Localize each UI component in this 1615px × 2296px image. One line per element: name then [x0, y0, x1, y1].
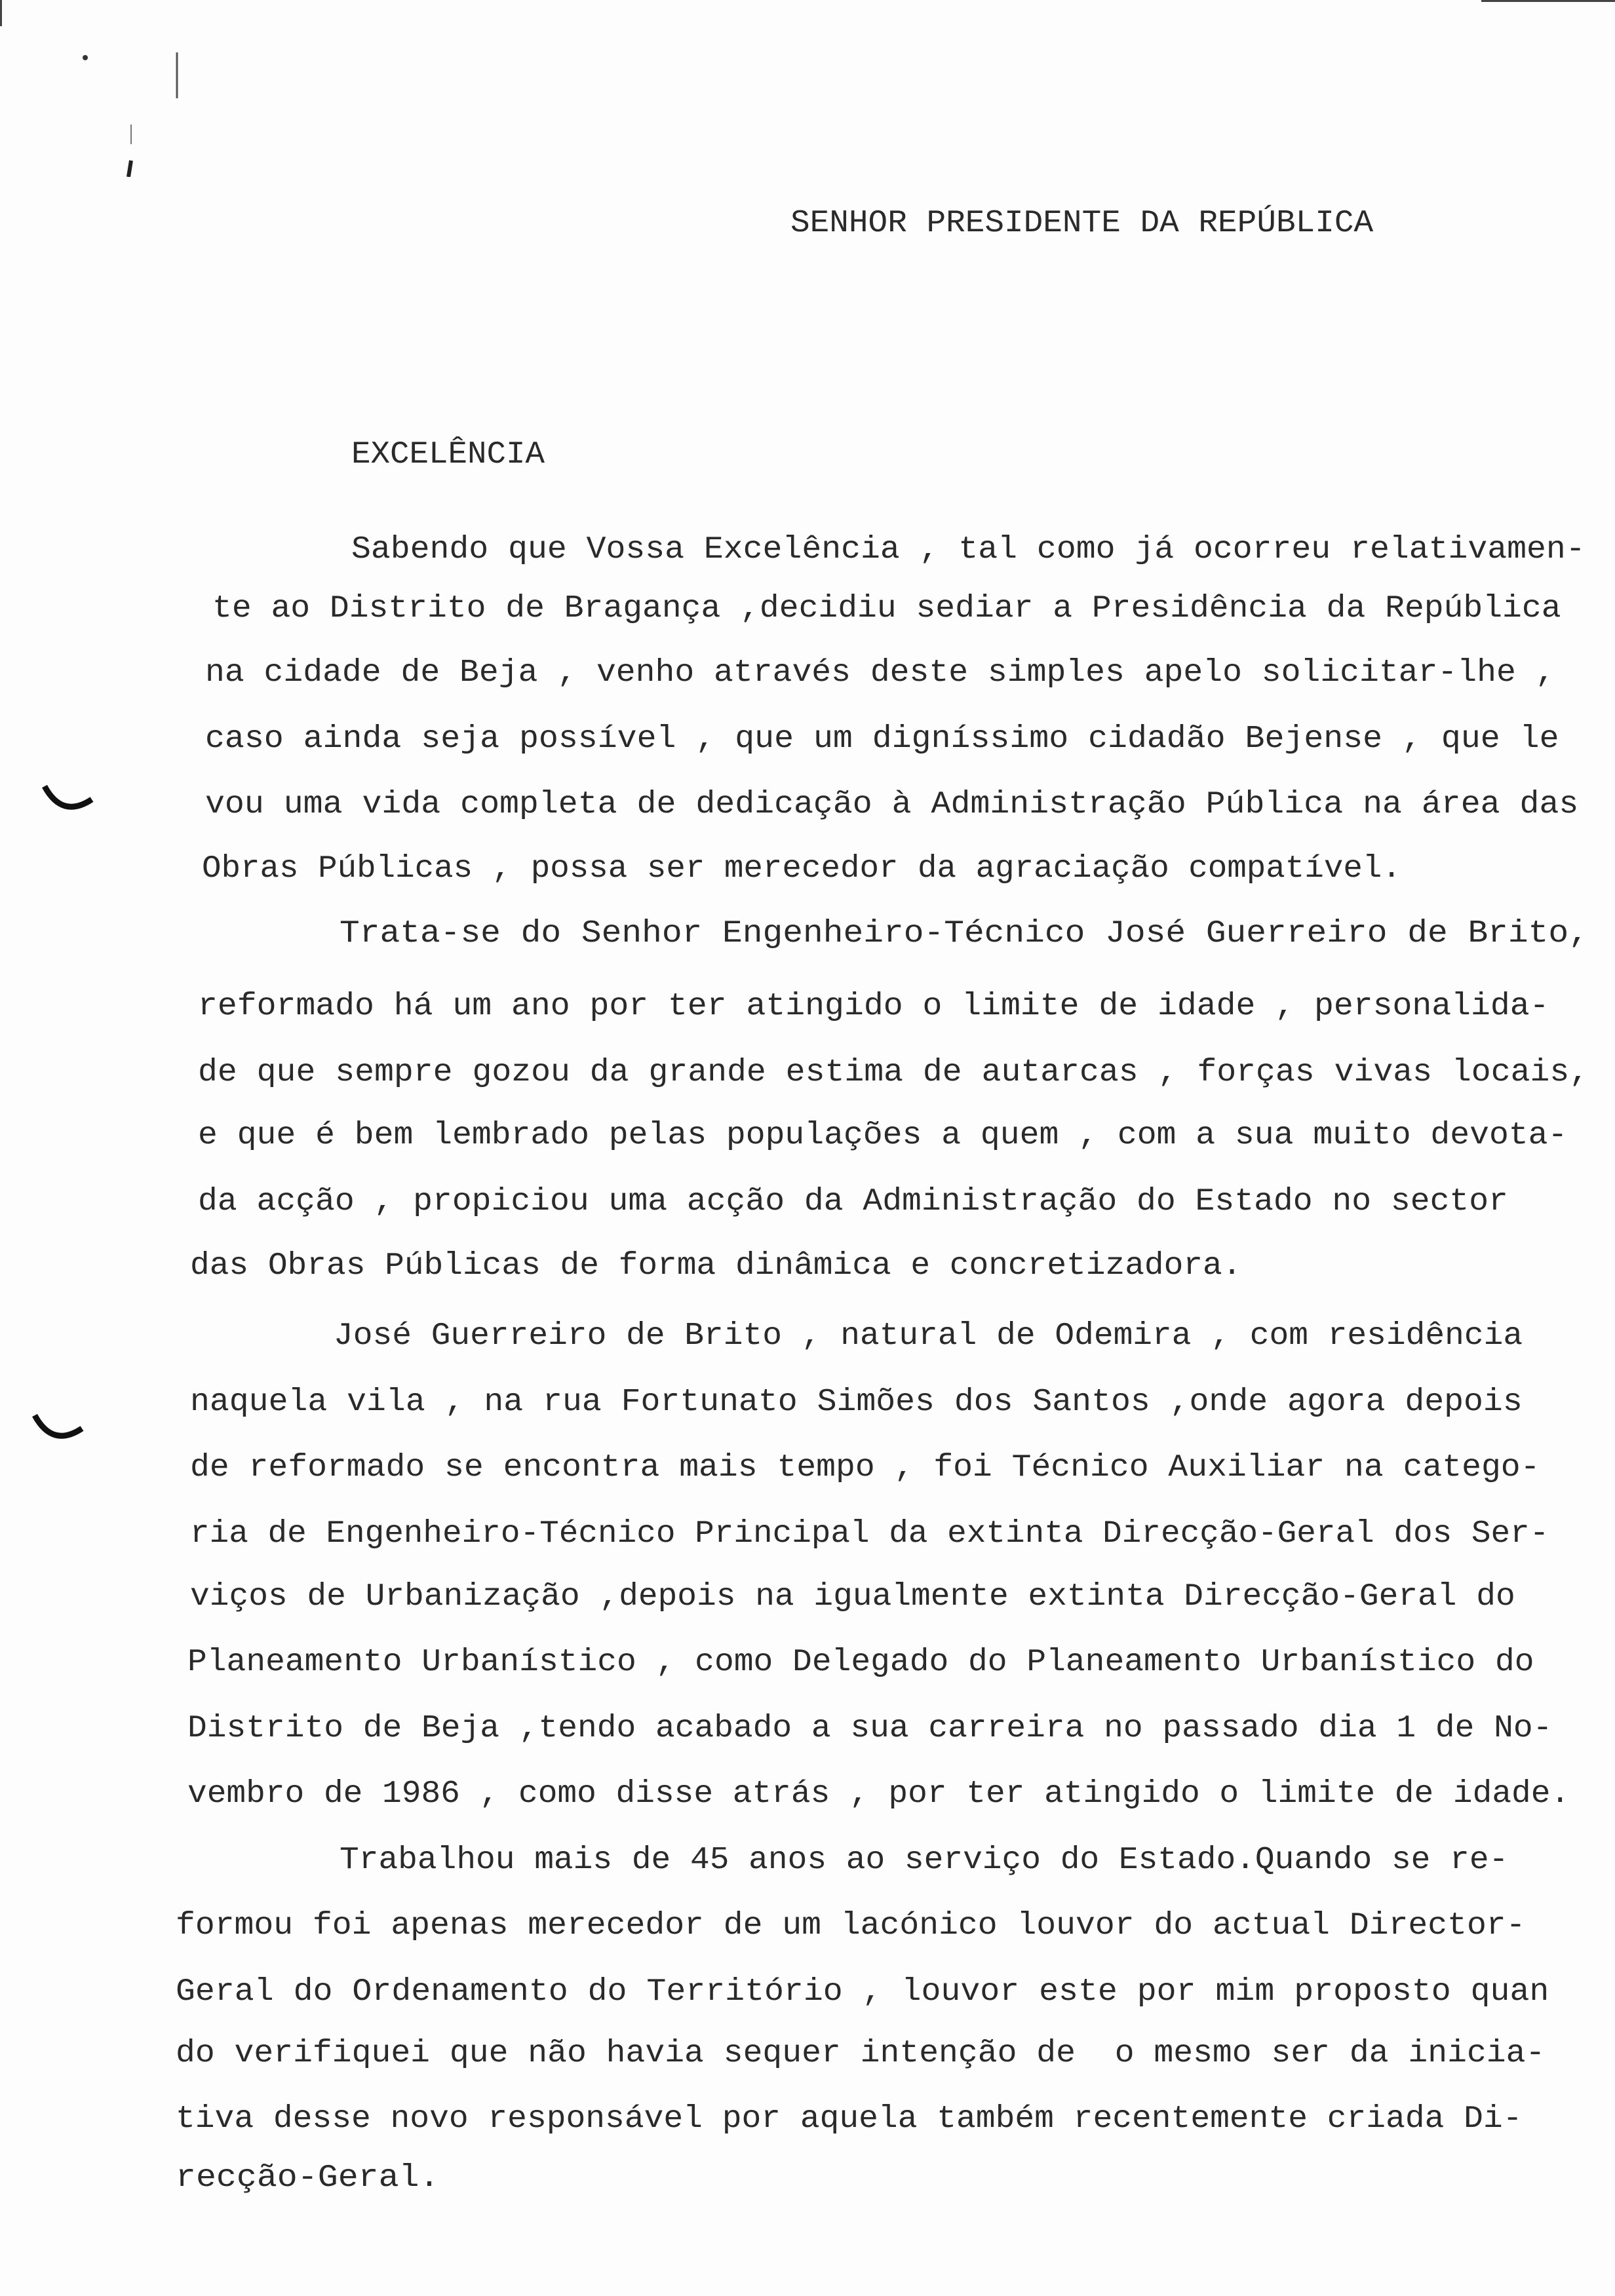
- page-edge-top-right: [1481, 0, 1615, 2]
- body-line: e que é bem lembrado pelas populações a quem , com a sua muito devota-: [198, 1118, 1568, 1153]
- body-line: Obras Públicas , possa ser merecedor da agraciação compatível.: [202, 851, 1401, 887]
- body-line: vou uma vida completa de dedicação à Administração Pública na área das: [205, 787, 1579, 822]
- body-line: na cidade de Beja , venho através deste simples apelo solicitar-lhe ,: [205, 655, 1555, 691]
- body-line: recção-Geral.: [176, 2160, 440, 2196]
- body-line: Trabalhou mais de 45 anos ao serviço do Estado.Quando se re-: [340, 1843, 1509, 1878]
- body-line: formou foi apenas merecedor de um lacónico louvor do actual Director-: [176, 1908, 1526, 1943]
- body-line: de que sempre gozou da grande estima de autarcas , forças vivas locais,: [198, 1055, 1589, 1090]
- body-line: Planeamento Urbanístico , como Delegado do Planeamento Urbanístico do: [187, 1645, 1534, 1680]
- binder-hole-icon: [29, 1409, 88, 1455]
- body-line: viços de Urbanização ,depois na igualmente extinta Direcção-Geral do: [190, 1579, 1515, 1615]
- body-line: Sabendo que Vossa Excelência , tal como já ocorreu relativamen-: [351, 532, 1586, 567]
- body-line: tiva desse novo responsável por aquela também recentemente criada Di-: [176, 2101, 1523, 2137]
- body-line: reformado há um ano por ter atingido o limite de idade , personalida-: [198, 989, 1549, 1024]
- page-edge-top-left: [0, 0, 2, 26]
- body-line: do verifiquei que não havia sequer intenção de o mesmo ser da inicia-: [176, 2036, 1546, 2071]
- body-line: vembro de 1986 , como disse atrás , por ter atingido o limite de idade.: [187, 1776, 1570, 1812]
- body-line: naquela vila , na rua Fortunato Simões dos Santos ,onde agora depois: [190, 1385, 1523, 1420]
- body-line: ria de Engenheiro-Técnico Principal da extinta Direcção-Geral dos Ser-: [190, 1516, 1549, 1552]
- body-line: Geral do Ordenamento do Território , louvor este por mim proposto quan: [176, 1974, 1549, 2010]
- body-line: das Obras Públicas de forma dinâmica e concretizadora.: [190, 1248, 1242, 1284]
- punch-mark-icon: [52, 26, 197, 177]
- body-line: te ao Distrito de Bragança ,decidiu sediar a Presidência da República: [212, 591, 1561, 626]
- body-line: de reformado se encontra mais tempo , foi Técnico Auxiliar na catego-: [190, 1450, 1540, 1485]
- body-line: Distrito de Beja ,tendo acabado a sua carreira no passado dia 1 de No-: [187, 1711, 1553, 1746]
- addressee-heading: SENHOR PRESIDENTE DA REPÚBLICA: [790, 206, 1374, 241]
- body-line: caso ainda seja possível , que um digníssimo cidadão Bejense , que le: [205, 721, 1559, 757]
- salutation: EXCELÊNCIA: [351, 437, 545, 472]
- binder-hole-icon: [39, 780, 98, 826]
- body-line: Trata-se do Senhor Engenheiro-Técnico José Guerreiro de Brito,: [340, 916, 1589, 951]
- body-line: José Guerreiro de Brito , natural de Odemira , com residência: [334, 1318, 1523, 1354]
- body-line: da acção , propiciou uma acção da Administração do Estado no sector: [198, 1184, 1508, 1219]
